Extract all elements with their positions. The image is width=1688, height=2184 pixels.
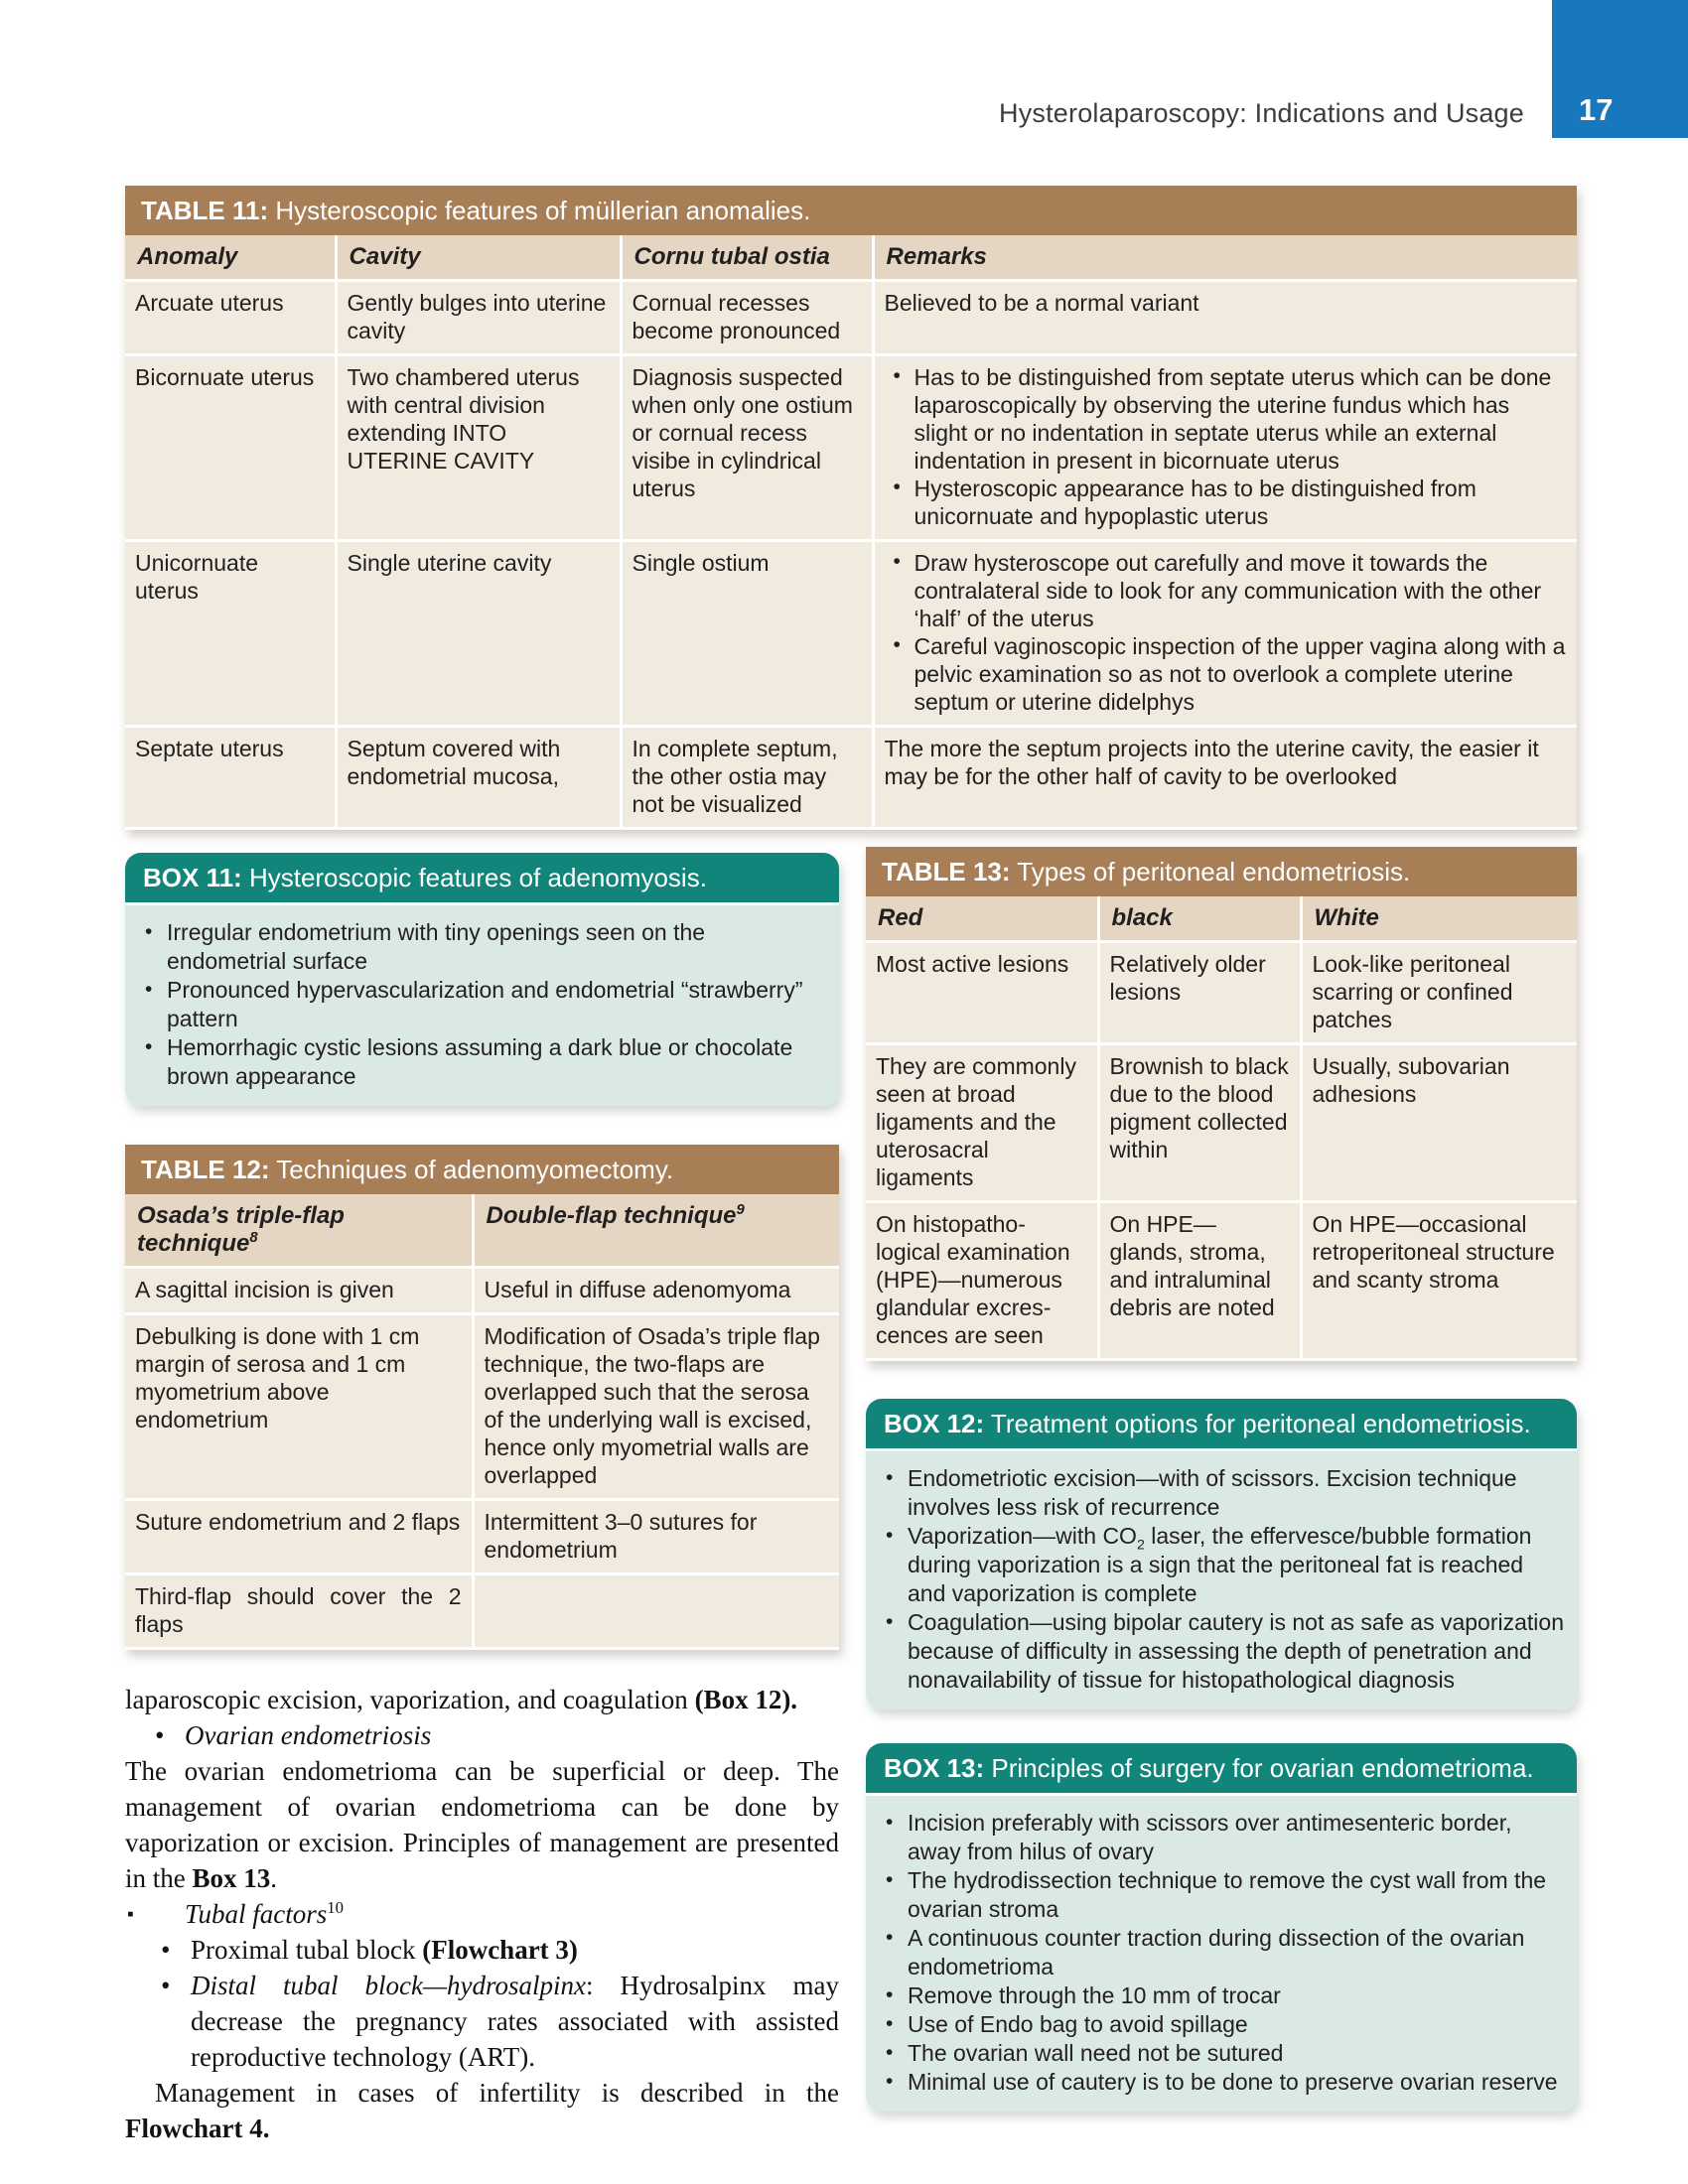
- table-11-col-remarks: Remarks: [873, 235, 1577, 281]
- cell: Most active lesions: [866, 942, 1098, 1044]
- cell-cavity: Gently bulges into uterine cavity: [336, 281, 621, 355]
- cell-anomaly: Septate uterus: [125, 727, 336, 829]
- cell: Relatively older lesions: [1098, 942, 1301, 1044]
- box-12: [866, 1399, 1577, 1709]
- box-bullet: • Remove through the 10 mm of trocar: [878, 1981, 1565, 2010]
- round-bullet-icon: •: [161, 1935, 171, 1965]
- cell-cavity: Septum covered with endometrial mucosa,: [336, 727, 621, 829]
- box-13-bullet-list: [878, 1809, 1565, 2097]
- round-bullet-icon: •: [155, 1720, 165, 1750]
- box-11-title: Hysteroscopic features of adenomyosis.: [241, 863, 707, 892]
- box-13-title: Principles of surgery for ovarian endometrioma.: [984, 1753, 1534, 1783]
- table-13-col-black: black: [1098, 896, 1301, 942]
- page-number-badge: [1552, 0, 1688, 138]
- box-13-title-bar: [866, 1743, 1577, 1793]
- table-13-col-white: White: [1301, 896, 1577, 942]
- cell: Look-like peritoneal scarring or confined patches: [1301, 942, 1577, 1044]
- box-bullet: • Pronounced hypervascularization and endometrial “strawberry” pattern: [137, 976, 827, 1033]
- box-13-label: BOX 13:: [884, 1753, 985, 1783]
- cell-empty: [473, 1574, 839, 1649]
- remarks-bullet-list: [885, 363, 1568, 530]
- paragraph-management-infertility: Management in cases of infertility is described in the Flowchart 4.: [125, 2078, 839, 2143]
- table-13-header-row: [866, 896, 1577, 942]
- cell: Brownish to black due to the blood pigment collected within: [1098, 1044, 1301, 1202]
- box-12-bullet-list: [878, 1464, 1565, 1695]
- box-13-body: [866, 1796, 1577, 2112]
- cell-ostia: Diagnosis suspected when only one ostium or cornual recess visibe in cylindrical uterus: [621, 355, 873, 541]
- table-13-grid: [866, 896, 1577, 1361]
- table-13-col-red: Red: [866, 896, 1098, 942]
- square-bullet-icon: ▪: [127, 1904, 134, 1925]
- table-11-label: TABLE 11:: [141, 196, 269, 225]
- cell: A sagittal incision is given: [125, 1268, 473, 1314]
- table-11-col-cavity: Cavity: [336, 235, 621, 281]
- cell: Intermittent 3–0 sutures for endometrium: [473, 1500, 839, 1574]
- right-column: [866, 847, 1577, 2112]
- cell: On HPE— glands, stroma, and intraluminal debris are noted: [1098, 1202, 1301, 1360]
- table-12-col-osada: Osada’s triple-flap technique$^8$: [125, 1194, 473, 1268]
- cell-anomaly: Arcuate uterus: [125, 281, 336, 355]
- cell-anomaly: Unicornuate uterus: [125, 541, 336, 727]
- list-item-tubal-factors: ▪ Tubal factors$^{10}$: [125, 1896, 839, 1932]
- reference-superscript: 10: [327, 1898, 345, 1917]
- box-11-bullet-list: [137, 918, 827, 1091]
- table-12-title-bar: [125, 1145, 839, 1194]
- cell-ostia: Cornual recesses become pronounced: [621, 281, 873, 355]
- table-11-header-row: [125, 235, 1577, 281]
- table-row-arcuate: [125, 281, 1577, 355]
- flowchart-3-reference: (Flowchart 3): [422, 1935, 578, 1965]
- box-11: [125, 853, 839, 1106]
- table-row-unicornuate: [125, 541, 1577, 727]
- box-bullet: • Incision preferably with scissors over antimesenteric border, away from hilus of ovary: [878, 1809, 1565, 1866]
- table-12-title: Techniques of adenomyomectomy.: [269, 1155, 674, 1184]
- box-bullet: • A continuous counter traction during dissection of the ovarian endometrioma: [878, 1924, 1565, 1981]
- remark-bullet: • Careful vaginoscopic inspection of the upper vagina along with a pelvic examination so as not to overlook a complete uterine septum or uterine didelphys: [885, 632, 1568, 716]
- co2-subscript: 2: [1136, 1537, 1145, 1554]
- table-13-title: Types of peritoneal endometriosis.: [1010, 857, 1411, 887]
- cell-remarks: Believed to be a normal variant: [873, 281, 1577, 355]
- box-13: [866, 1743, 1577, 2112]
- list-item-proximal-tubal-block: • Proximal tubal block (Flowchart 3): [125, 1932, 839, 1968]
- table-12-header-row: [125, 1194, 839, 1268]
- box-11-title-bar: [125, 853, 839, 902]
- table-12: [125, 1145, 839, 1650]
- table-11-grid: [125, 235, 1577, 830]
- box-11-body: [125, 905, 839, 1106]
- table-12-grid: [125, 1194, 839, 1650]
- box-11-label: BOX 11:: [143, 863, 242, 892]
- remark-bullet: • Draw hysteroscope out carefully and move it towards the contralateral side to look for any communication with the other ‘half’ of the uterus: [885, 549, 1568, 632]
- round-bullet-icon: •: [161, 1971, 171, 2000]
- box-bullet: • Minimal use of cautery is to be done to preserve ovarian reserve: [878, 2068, 1565, 2097]
- table-row: [125, 1574, 839, 1649]
- box-12-title-bar: [866, 1399, 1577, 1448]
- table-11-col-anomaly: Anomaly: [125, 235, 336, 281]
- cell: Debulking is done with 1 cm margin of serosa and 1 cm myometrium above endometrium: [125, 1314, 473, 1500]
- table-row: [866, 1202, 1577, 1360]
- table-row-bicornuate: [125, 355, 1577, 541]
- cell-ostia: Single ostium: [621, 541, 873, 727]
- box-bullet: • The hydrodissection technique to remove the cyst wall from the ovarian stroma: [878, 1866, 1565, 1924]
- box-bullet: • Vaporization—with $CO_2$ laser, the effervesce/bubble formation during vaporization is a sign that the peritoneal fat is reached and vaporization is complete: [878, 1522, 1565, 1608]
- remark-bullet: • Has to be distinguished from septate uterus which can be done laparoscopically by observing the uterine fundus which has slight or no indentation in septate uterus while an external indentation in present in bicornuate uterus: [885, 363, 1568, 475]
- table-row: [125, 1500, 839, 1574]
- list-item-ovarian-endometriosis: • Ovarian endometriosis: [125, 1717, 839, 1753]
- box-12-body: [866, 1451, 1577, 1709]
- table-row: [125, 1314, 839, 1500]
- box-bullet: • Use of Endo bag to avoid spillage: [878, 2010, 1565, 2039]
- cell-cavity: Single uterine cavity: [336, 541, 621, 727]
- remark-bullet: • Hysteroscopic appearance has to be distinguished from unicornuate and hypoplastic uterus: [885, 475, 1568, 530]
- page-number: 17: [1579, 92, 1614, 127]
- body-text: [125, 1682, 839, 2146]
- cell: Usually, subovarian adhesions: [1301, 1044, 1577, 1202]
- box-bullet: • Endometriotic excision—with of scissors. Excision technique involves less risk of recurrence: [878, 1464, 1565, 1522]
- table-13: [866, 847, 1577, 1361]
- table-13-title-bar: [866, 847, 1577, 896]
- flowchart-4-reference: Flowchart 4.: [125, 2114, 270, 2143]
- list-item-distal-tubal-block: • Distal tubal block—hydrosalpinx: Hydrosalpinx may decrease the pregnancy rates associated with assisted reproductive technology (ART).: [125, 1968, 839, 2075]
- table-12-col-double-flap: Double-flap technique$^9$: [473, 1194, 839, 1268]
- cell: On HPE—occasional retroperitoneal structure and scanty stroma: [1301, 1202, 1577, 1360]
- cell: On histopatho-logical examination (HPE)—numerous glandular excres-cences are seen: [866, 1202, 1098, 1360]
- page-header-title: Hysterolaparoscopy: Indications and Usage: [999, 98, 1524, 128]
- box-12-title: Treatment options for peritoneal endometriosis.: [984, 1409, 1531, 1438]
- cell: Suture endometrium and 2 flaps: [125, 1500, 473, 1574]
- table-row: [866, 942, 1577, 1044]
- table-12-label: TABLE 12:: [141, 1155, 270, 1184]
- table-row: [866, 1044, 1577, 1202]
- cell: They are commonly seen at broad ligaments and the uterosacral ligaments: [866, 1044, 1098, 1202]
- box-bullet: • Irregular endometrium with tiny openings seen on the endometrial surface: [137, 918, 827, 976]
- box-13-reference: Box 13: [192, 1863, 271, 1893]
- cell: Modification of Osada’s triple flap technique, the two-flaps are overlapped such that the serosa of the underlying wall is excised, hence only myometrial walls are overlapped: [473, 1314, 839, 1500]
- cell-ostia: In complete septum, the other ostia may not be visualized: [621, 727, 873, 829]
- remarks-bullet-list: [885, 549, 1568, 716]
- cell-remarks: The more the septum projects into the uterine cavity, the easier it may be for the other half of cavity to be overlooked: [873, 727, 1577, 829]
- box-12-label: BOX 12:: [884, 1409, 985, 1438]
- table-11-title: Hysteroscopic features of müllerian anomalies.: [268, 196, 811, 225]
- box-bullet: • Coagulation—using bipolar cautery is not as safe as vaporization because of difficulty in assessing the depth of penetration and nonavailability of tissue for histopathological diagnosis: [878, 1608, 1565, 1695]
- table-11: [125, 186, 1577, 830]
- box-bullet: • The ovarian wall need not be sutured: [878, 2039, 1565, 2068]
- table-11-col-ostia: Cornu tubal ostia: [621, 235, 873, 281]
- box-12-reference: (Box 12).: [694, 1685, 798, 1714]
- paragraph-continuation: laparoscopic excision, vaporization, and coagulation (Box 12).: [125, 1685, 798, 1714]
- table-13-label: TABLE 13:: [882, 857, 1011, 887]
- paragraph-ovarian-endometrioma: The ovarian endometrioma can be superficial or deep. The management of ovarian endometrioma can be done by vaporization or excision. Principles of management are presented in the Box 13.: [125, 1756, 839, 1893]
- reference-superscript: 8: [249, 1230, 258, 1246]
- box-bullet: • Hemorrhagic cystic lesions assuming a dark blue or chocolate brown appearance: [137, 1033, 827, 1091]
- cell-anomaly: Bicornuate uterus: [125, 355, 336, 541]
- table-11-title-bar: [125, 186, 1577, 235]
- table-row: [125, 1268, 839, 1314]
- left-column: [125, 853, 839, 2146]
- cell: Third-flap should cover the 2 flaps: [125, 1574, 473, 1649]
- cell-remarks: [873, 355, 1577, 541]
- reference-superscript: 9: [736, 1202, 745, 1218]
- cell: Useful in diffuse adenomyoma: [473, 1268, 839, 1314]
- table-row-septate: [125, 727, 1577, 829]
- cell-remarks: [873, 541, 1577, 727]
- cell-cavity: Two chambered uterus with central division extending INTO UTERINE CAVITY: [336, 355, 621, 541]
